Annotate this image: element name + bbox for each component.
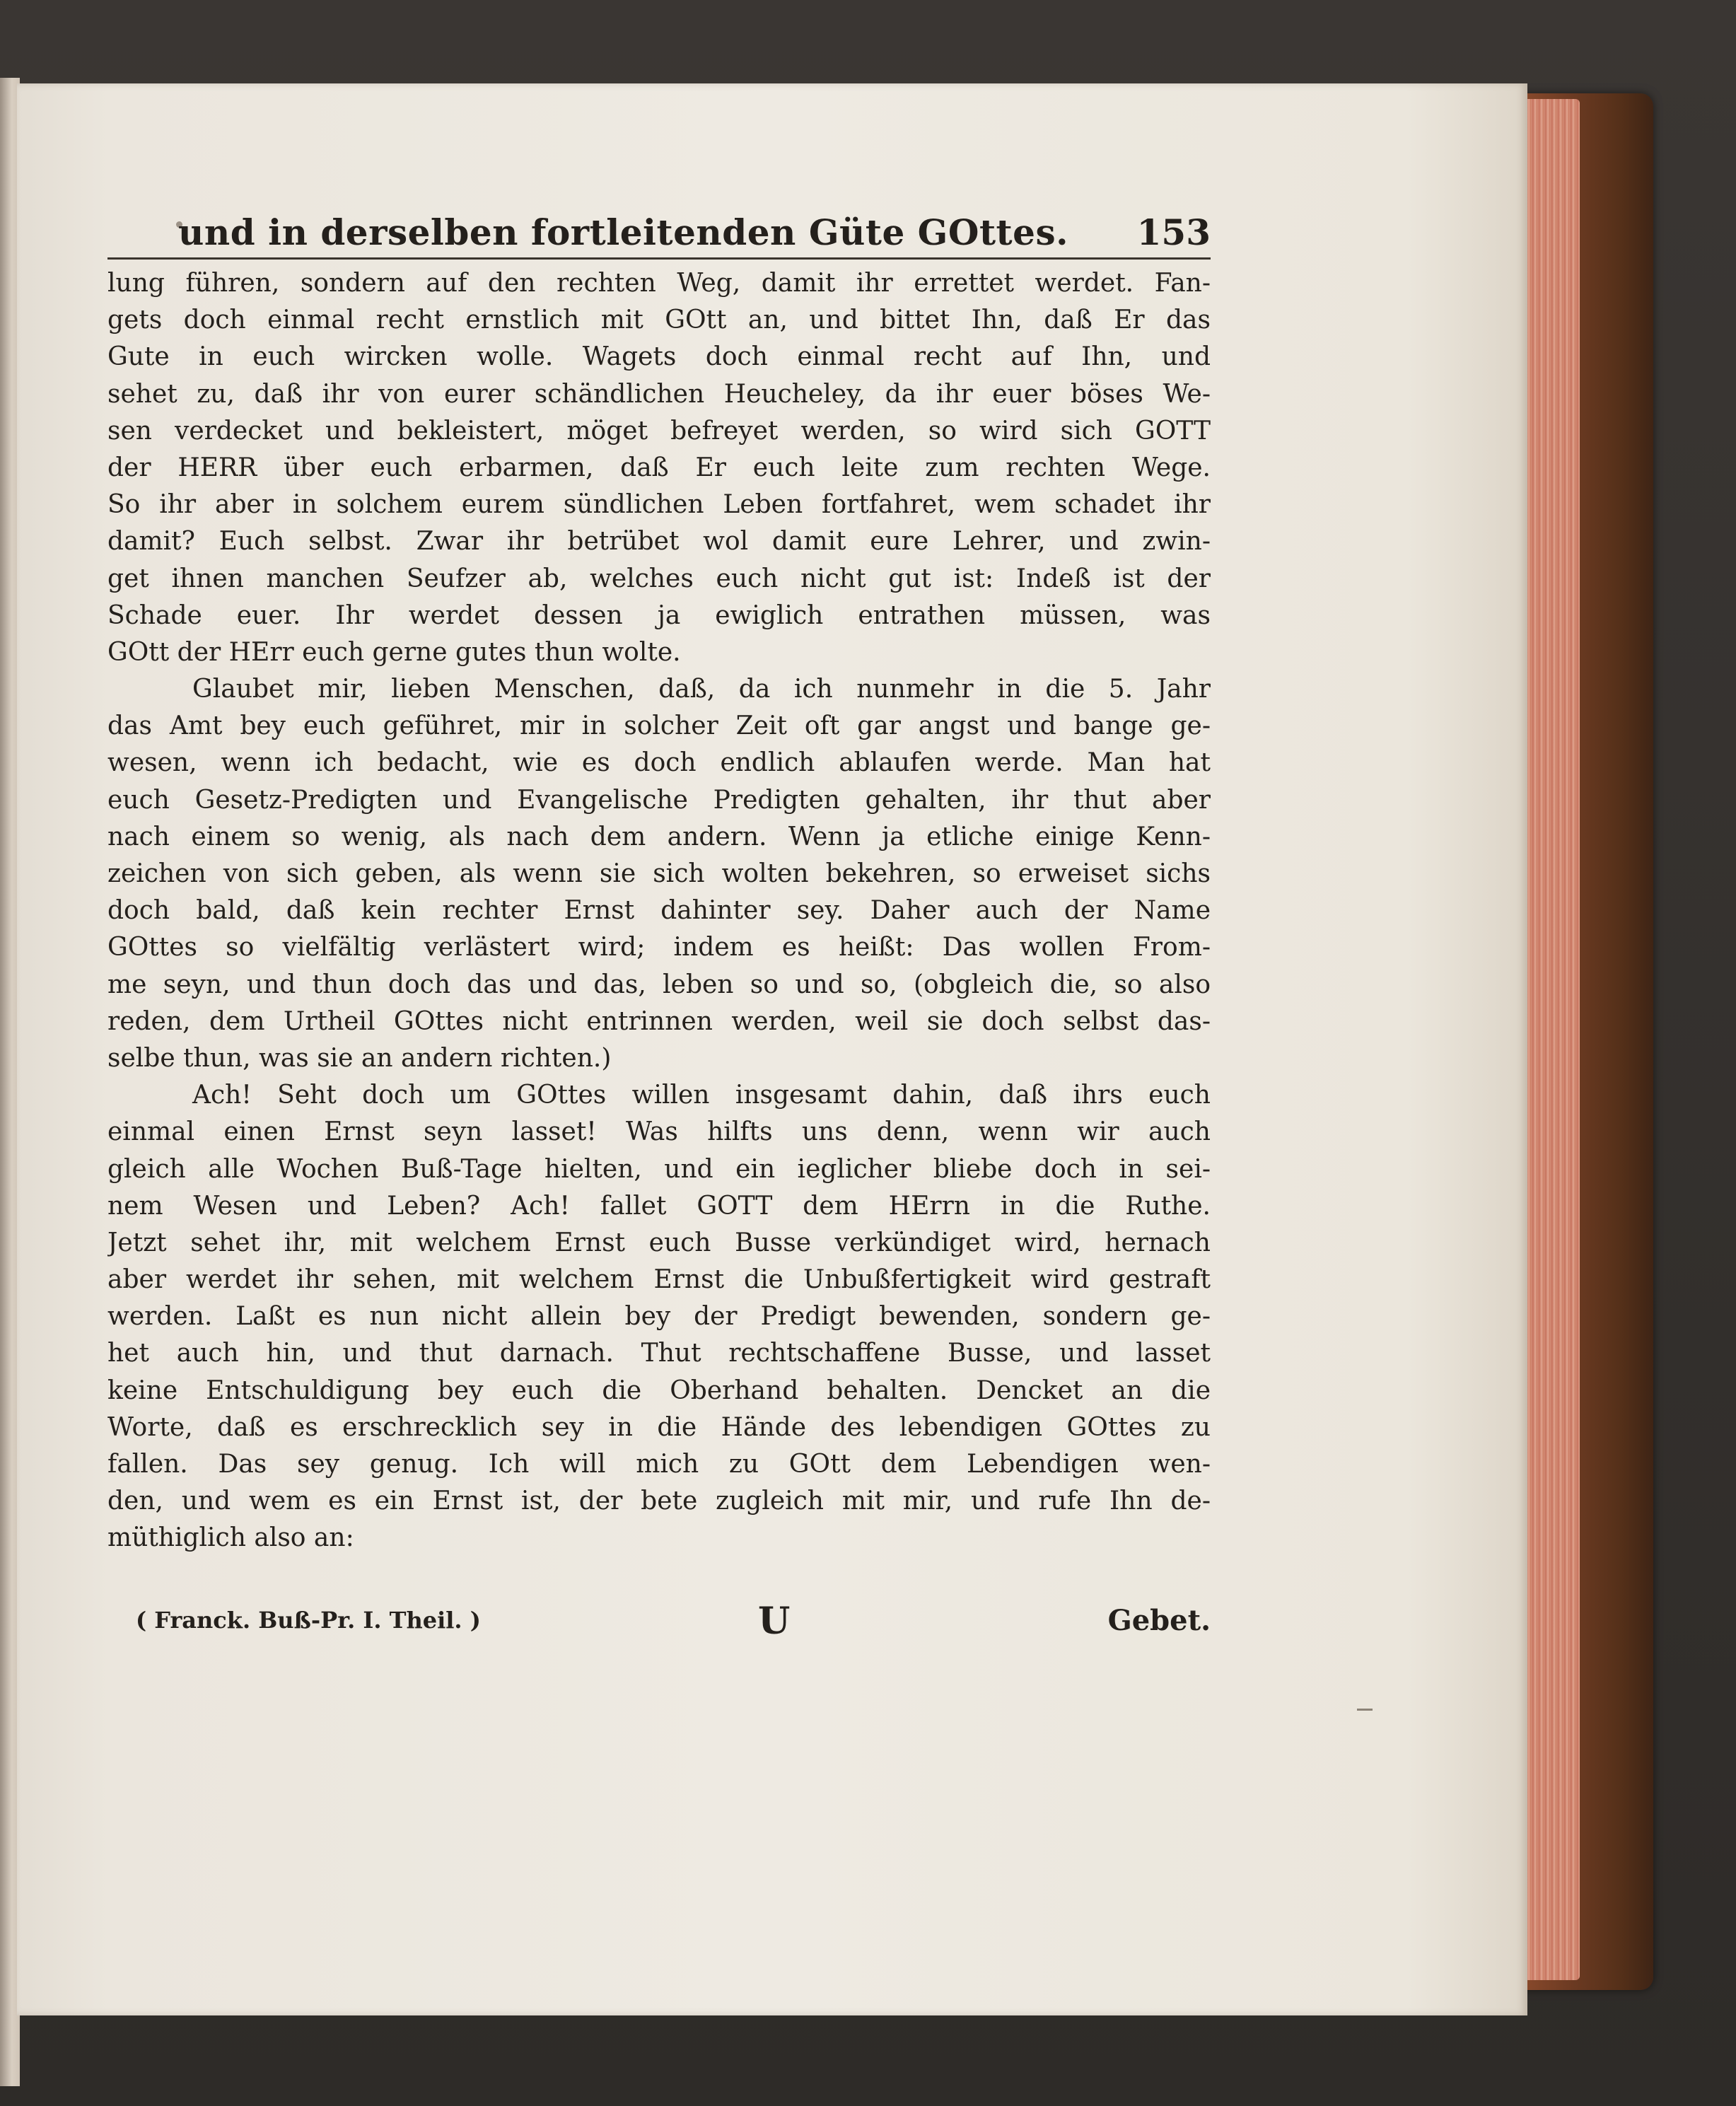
body-text [107, 265, 1211, 1557]
text-line: fallen. Das sey genug. Ich will mich zu GOtt dem Lebendigen wen- [107, 1450, 1211, 1479]
text-line: keine Entschuldigung bey euch die Oberhand behalten. Dencket an die [107, 1375, 1211, 1405]
paragraph-start: Glaubet mir, lieben Menschen, daß, da ich nunmehr in die 5. Jahr [192, 675, 1211, 704]
text-line: sehet zu, daß ihr von eurer schändlichen Heucheley, da ihr euer böses We- [107, 379, 1211, 409]
running-head [107, 202, 1211, 260]
text-line: So ihr aber in solchem eurem sündlichen Leben fortfahret, wem schadet ihr [107, 490, 1211, 520]
text-line: GOtt der HErr euch gerne gutes thun wolte. [107, 637, 681, 667]
text-line: Schade euer. Ihr werdet dessen ja ewiglich entrathen müssen, was [107, 600, 1211, 630]
text-line: het auch hin, und thut darnach. Thut rechtschaffene Busse, und lasset [107, 1339, 1211, 1368]
text-line: müthiglich also an: [107, 1523, 354, 1553]
signature-mark: U [758, 1599, 791, 1643]
text-line: GOttes so vielfältig verlästert wird; indem es heißt: Das wollen From- [107, 933, 1211, 962]
book-page [17, 83, 1527, 2015]
text-line: gets doch einmal recht ernstlich mit GOtt an, und bittet Ihn, daß Er das [107, 306, 1211, 335]
text-line: aber werdet ihr sehen, mit welchem Ernst die Unbußfertigkeit wird gestraft [107, 1265, 1211, 1295]
text-line: der HERR über euch erbarmen, daß Er euch leite zum rechten Wege. [107, 453, 1211, 482]
text-line: me seyn, und thun doch das und das, leben so und so, (obgleich die, so also [107, 970, 1211, 999]
text-line: den, und wem es ein Ernst ist, der bete zugleich mit mir, und rufe Ihn de- [107, 1487, 1211, 1516]
text-line: Worte, daß es erschrecklich sey in die Hände des lebendigen GOttes zu [107, 1412, 1211, 1442]
text-line: lung führen, sondern auf den rechten Weg, damit ihr errettet werdet. Fan- [107, 269, 1211, 298]
text-line: einmal einen Ernst seyn lasset! Was hilfts uns denn, wenn wir auch [107, 1117, 1211, 1147]
text-line: wesen, wenn ich bedacht, wie es doch endlich ablaufen werde. Man hat [107, 748, 1211, 778]
text-line: get ihnen manchen Seufzer ab, welches euch nicht gut ist: Indeß ist der [107, 564, 1211, 593]
text-line: euch Gesetz-Predigten und Evangelische Predigten gehalten, ihr thut aber [107, 785, 1211, 815]
text-line: das Amt bey euch geführet, mir in solcher Zeit oft gar angst und bange ge- [107, 711, 1211, 741]
text-line: Jetzt sehet ihr, mit welchem Ernst euch Busse verkündiget wird, hernach [107, 1228, 1211, 1257]
text-line: werden. Laßt es nun nicht allein bey der Predigt bewenden, sondern ge- [107, 1302, 1211, 1332]
text-line: gleich alle Wochen Buß-Tage hielten, und ein ieglicher bliebe doch in sei- [107, 1154, 1211, 1184]
margin-mark [1357, 1709, 1373, 1711]
text-line: selbe thun, was sie an andern richten.) [107, 1043, 612, 1073]
text-line: sen verdecket und bekleistert, möget befreyet werden, so wird sich GOTT [107, 416, 1211, 446]
page-footer [107, 1600, 1211, 1649]
page-number: 153 [1136, 211, 1211, 253]
text-line: reden, dem Urtheil GOttes nicht entrinnen werden, weil sie doch selbst das- [107, 1006, 1211, 1036]
text-line: doch bald, daß kein rechter Ernst dahinter sey. Daher auch der Name [107, 896, 1211, 926]
text-column [107, 202, 1211, 1649]
source-note: ( Franck. Buß-Pr. I. Theil. ) [136, 1606, 481, 1634]
catchword: Gebet. [1107, 1603, 1211, 1637]
text-line: nach einem so wenig, als nach dem andern. Wenn ja etliche einige Kenn- [107, 822, 1211, 851]
text-line: damit? Euch selbst. Zwar ihr betrübet wol damit eure Lehrer, und zwin- [107, 527, 1211, 557]
paragraph-start: Ach! Seht doch um GOttes willen insgesamt dahin, daß ihrs euch [192, 1081, 1211, 1110]
running-title: und in derselben fortleitenden Güte GOttes. [178, 211, 1068, 253]
text-line: nem Wesen und Leben? Ach! fallet GOTT dem HErrn in die Ruthe. [107, 1191, 1211, 1221]
text-line: Gute in euch wircken wolle. Wagets doch einmal recht auf Ihn, und [107, 342, 1211, 372]
text-line: zeichen von sich geben, als wenn sie sich wolten bekehren, so erweiset sichs [107, 859, 1211, 888]
